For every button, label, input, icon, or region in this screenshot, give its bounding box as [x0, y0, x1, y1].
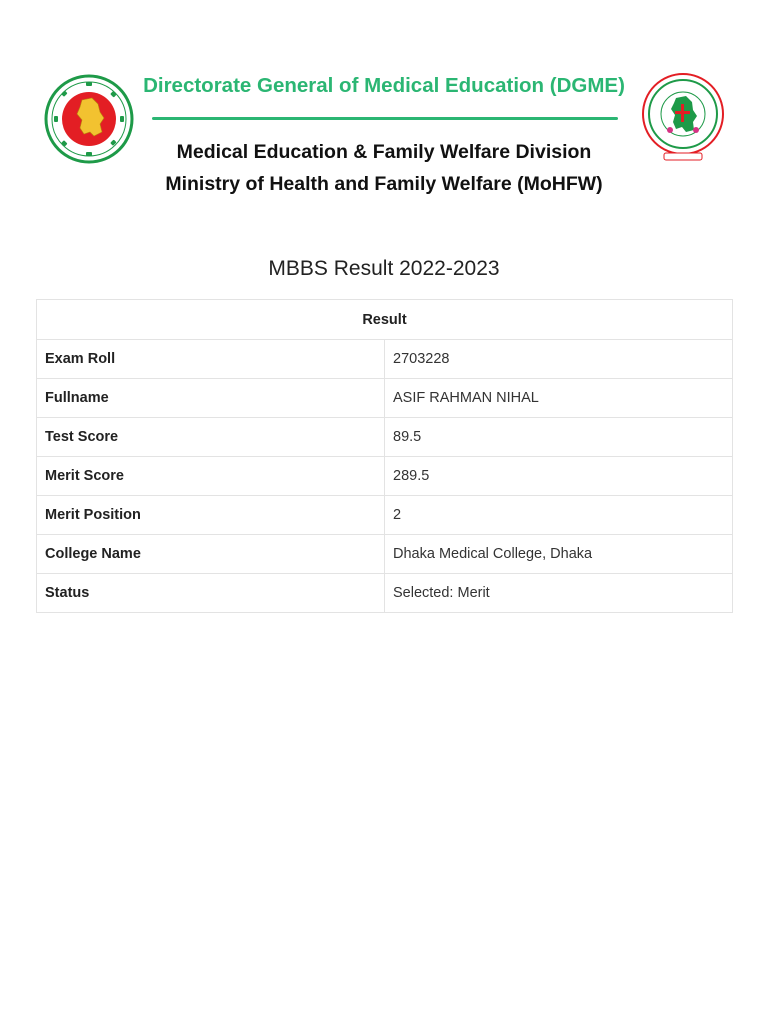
table-row: [37, 379, 733, 418]
merit-position-value: 2: [385, 496, 733, 535]
row-label: Exam Roll: [37, 340, 385, 379]
row-label: Status: [37, 574, 385, 613]
row-label: Merit Score: [37, 457, 385, 496]
title-divider: [152, 117, 618, 120]
result-table: [36, 299, 733, 613]
dgme-seal-icon: [640, 70, 726, 166]
exam-roll-value: 2703228: [385, 340, 733, 379]
row-label: Merit Position: [37, 496, 385, 535]
table-row: [37, 457, 733, 496]
row-label: Fullname: [37, 379, 385, 418]
table-header-row: [37, 300, 733, 340]
result-title: MBBS Result 2022-2023: [268, 257, 500, 280]
fullname-value: ASIF RAHMAN NIHAL: [385, 379, 733, 418]
table-row: [37, 574, 733, 613]
college-name-value: Dhaka Medical College, Dhaka: [385, 535, 733, 574]
table-row: [37, 418, 733, 457]
test-score-value: 89.5: [385, 418, 733, 457]
organization-title: Directorate General of Medical Education (DGME): [143, 74, 625, 97]
row-label: Test Score: [37, 418, 385, 457]
division-name: Medical Education & Family Welfare Division: [176, 141, 592, 163]
ministry-name: Ministry of Health and Family Welfare (MoHFW): [165, 173, 603, 195]
table-row: [37, 496, 733, 535]
table-row: [37, 535, 733, 574]
header: [40, 62, 728, 210]
table-row: [37, 340, 733, 379]
table-header: Result: [37, 300, 733, 340]
merit-score-value: 289.5: [385, 457, 733, 496]
status-value: Selected: Merit: [385, 574, 733, 613]
row-label: College Name: [37, 535, 385, 574]
bangladesh-government-seal-icon: [44, 74, 134, 164]
